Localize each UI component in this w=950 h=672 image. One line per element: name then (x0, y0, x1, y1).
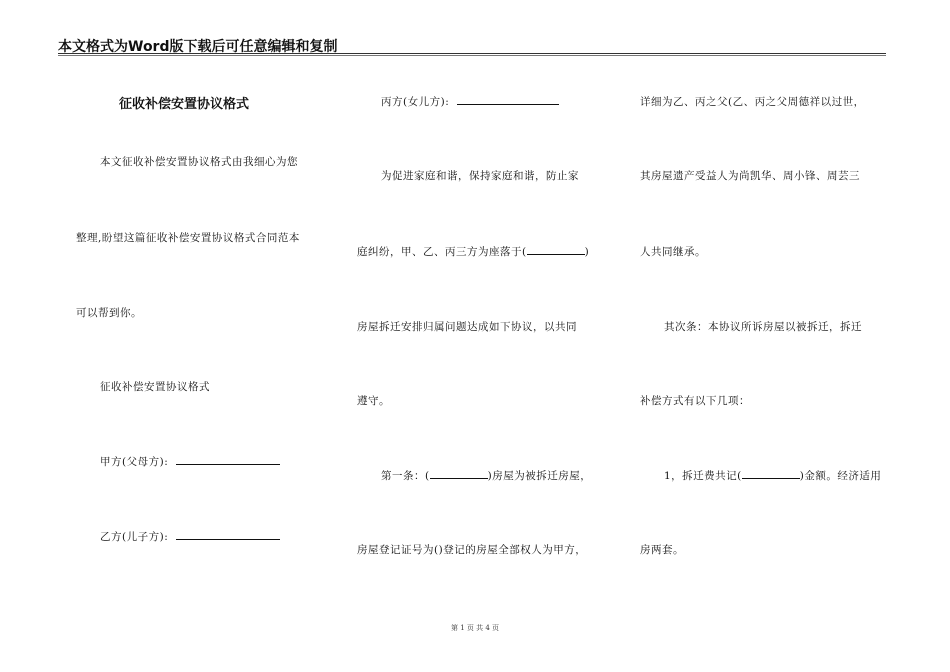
column-3 (640, 0, 890, 672)
paragraph-line: 整理,盼望这篇征收补偿安置协议格式合同范本 (76, 232, 300, 244)
paragraph-line: 补偿方式有以下几项： (640, 395, 750, 407)
paragraph-line: 房两套。 (640, 544, 684, 556)
compensation-blank (742, 469, 800, 479)
party-b-label: 乙方(儿子方): (100, 531, 169, 543)
column-2 (357, 0, 607, 672)
paragraph-line: 房屋登记证号为()登记的房屋全部权人为甲方， (357, 544, 587, 556)
party-b-blank (176, 529, 280, 540)
location-blank (527, 245, 585, 255)
paragraph-line: 房屋拆迁安排归属问题达成如下协议，以共同 (357, 321, 577, 333)
paragraph-line (357, 244, 589, 259)
paragraph-line: 详细为乙、丙之父(乙、丙之父周德祥以过世， (640, 96, 865, 108)
party-c-line (381, 94, 559, 109)
document-header: 本文格式为Word版下载后可任意编辑和复制 (58, 39, 338, 55)
party-a-label: 甲方(父母方): (100, 456, 169, 468)
paragraph-line: 其房屋遗产受益人为尚凯华、周小锋、周芸三 (640, 170, 860, 182)
paragraph-line: 其次条：本协议所诉房屋以被拆迁，拆迁 (664, 321, 862, 333)
location-prefix: 庭纠纷，甲、乙、丙三方为座落于( (357, 246, 527, 258)
party-b-line (100, 529, 280, 544)
article-one-prefix: 第一条：( (381, 470, 430, 482)
compensation-suffix: )金额。经济适用 (799, 470, 882, 482)
article-one-suffix: )房屋为被拆迁房屋， (487, 470, 592, 482)
paragraph-line: 征收补偿安置协议格式 (100, 381, 210, 393)
column-1 (76, 0, 326, 672)
paragraph-line: 本文征收补偿安置协议格式由我细心为您 (100, 156, 298, 168)
party-a-blank (176, 454, 280, 465)
document-title: 征收补偿安置协议格式 (119, 97, 250, 112)
party-a-line (100, 454, 280, 469)
paragraph-line: 人共同继承。 (640, 246, 706, 258)
location-suffix: ) (584, 246, 590, 258)
article-one-line (381, 468, 591, 483)
compensation-prefix: 1，拆迁费共记( (664, 470, 742, 482)
paragraph-line: 遵守。 (357, 395, 390, 407)
article-one-blank (430, 469, 488, 479)
paragraph-line: 可以帮到你。 (76, 307, 142, 319)
paragraph-line: 为促进家庭和谐，保持家庭和谐，防止家 (381, 170, 579, 182)
party-c-label: 丙方(女儿方): (381, 96, 450, 108)
compensation-line (664, 468, 881, 483)
party-c-blank (457, 94, 559, 105)
page-footer: 第 1 页 共 4 页 (450, 624, 500, 632)
